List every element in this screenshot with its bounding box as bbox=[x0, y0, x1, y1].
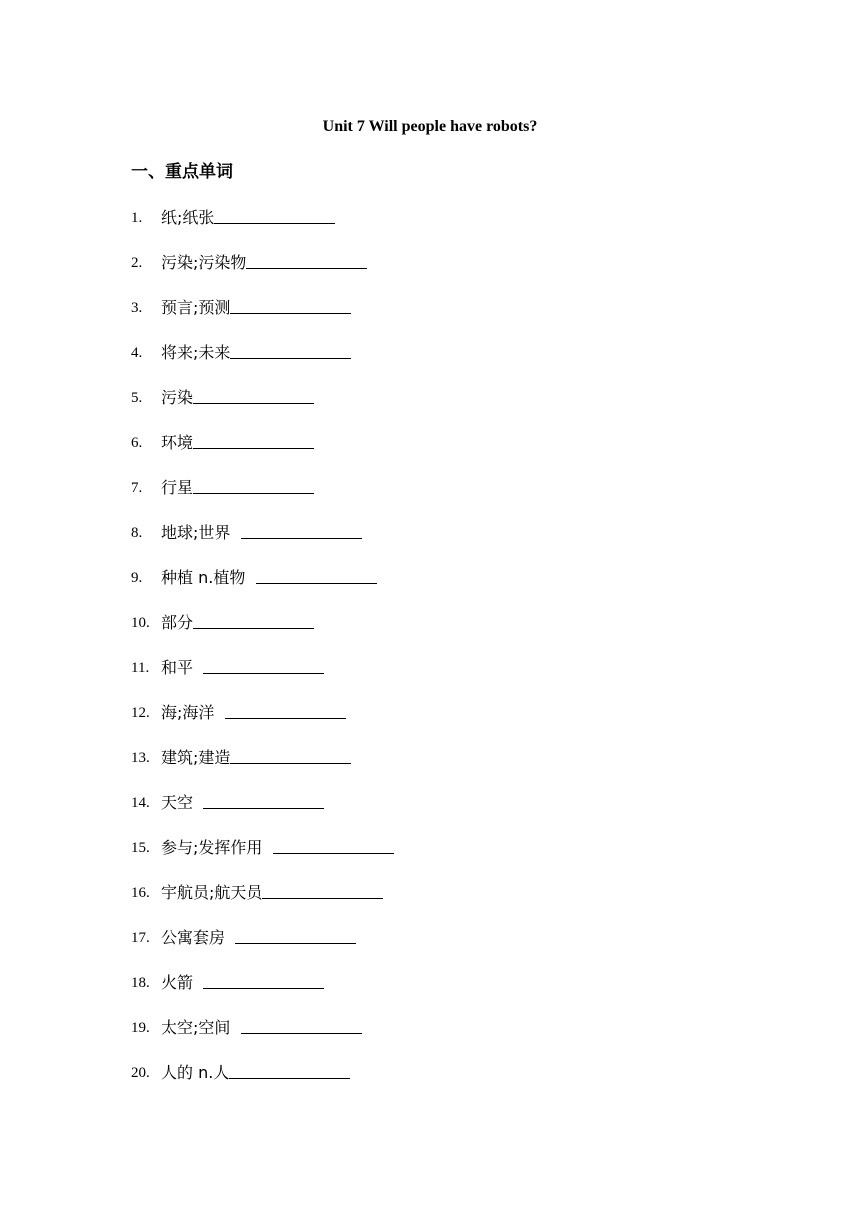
item-spacer bbox=[230, 1015, 240, 1041]
item-number: 12. bbox=[131, 705, 150, 721]
item-spacer bbox=[225, 925, 235, 951]
item-prompt: 人的 n.人 bbox=[161, 1063, 230, 1082]
item-prompt: 参与;发挥作用 bbox=[161, 838, 263, 857]
answer-blank[interactable] bbox=[203, 790, 324, 809]
answer-blank[interactable] bbox=[193, 430, 314, 449]
vocab-item bbox=[131, 970, 394, 1015]
item-number: 4. bbox=[131, 345, 143, 361]
item-number: 19. bbox=[131, 1020, 150, 1036]
item-number: 16. bbox=[131, 885, 150, 901]
answer-blank[interactable] bbox=[193, 475, 314, 494]
item-prompt: 行星 bbox=[161, 478, 194, 497]
vocab-item bbox=[131, 385, 394, 430]
item-number: 6. bbox=[131, 435, 143, 451]
answer-blank[interactable] bbox=[262, 880, 383, 899]
item-number: 15. bbox=[131, 840, 150, 856]
item-spacer bbox=[193, 970, 203, 996]
vocab-item bbox=[131, 745, 394, 790]
item-prompt: 纸;纸张 bbox=[161, 208, 215, 227]
item-prompt: 环境 bbox=[161, 433, 194, 452]
item-prompt: 和平 bbox=[161, 658, 194, 677]
vocabulary-list bbox=[131, 205, 394, 1105]
item-number: 11. bbox=[131, 660, 150, 676]
item-prompt: 部分 bbox=[161, 613, 194, 632]
vocab-item bbox=[131, 700, 394, 745]
answer-blank[interactable] bbox=[203, 655, 324, 674]
answer-blank[interactable] bbox=[230, 340, 351, 359]
vocab-item bbox=[131, 340, 394, 385]
answer-blank[interactable] bbox=[241, 1015, 362, 1034]
page-title: Unit 7 Will people have robots? bbox=[322, 118, 538, 135]
answer-blank[interactable] bbox=[256, 565, 377, 584]
vocab-item bbox=[131, 565, 394, 610]
vocab-item bbox=[131, 655, 394, 700]
vocab-item bbox=[131, 430, 394, 475]
answer-blank[interactable] bbox=[193, 610, 314, 629]
item-number: 2. bbox=[131, 255, 143, 271]
vocab-item bbox=[131, 295, 394, 340]
item-number: 3. bbox=[131, 300, 143, 316]
vocab-item bbox=[131, 1060, 394, 1105]
item-number: 8. bbox=[131, 525, 143, 541]
item-spacer bbox=[230, 520, 240, 546]
item-number: 14. bbox=[131, 795, 150, 811]
answer-blank[interactable] bbox=[235, 925, 356, 944]
item-number: 1. bbox=[131, 210, 143, 226]
answer-blank[interactable] bbox=[229, 1060, 350, 1079]
answer-blank[interactable] bbox=[214, 205, 335, 224]
vocab-item bbox=[131, 835, 394, 880]
vocab-item bbox=[131, 250, 394, 295]
item-number: 18. bbox=[131, 975, 150, 991]
item-spacer bbox=[193, 790, 203, 816]
item-spacer bbox=[245, 565, 255, 591]
item-number: 9. bbox=[131, 570, 143, 586]
item-number: 20. bbox=[131, 1065, 150, 1081]
item-prompt: 海;海洋 bbox=[161, 703, 215, 722]
answer-blank[interactable] bbox=[230, 295, 351, 314]
answer-blank[interactable] bbox=[246, 250, 367, 269]
answer-blank[interactable] bbox=[241, 520, 362, 539]
item-number: 5. bbox=[131, 390, 143, 406]
item-prompt: 污染;污染物 bbox=[161, 253, 247, 272]
vocab-item bbox=[131, 475, 394, 520]
item-prompt: 预言;预测 bbox=[161, 298, 231, 317]
item-prompt: 天空 bbox=[161, 793, 194, 812]
item-prompt: 建筑;建造 bbox=[161, 748, 231, 767]
item-spacer bbox=[193, 655, 203, 681]
answer-blank[interactable] bbox=[203, 970, 324, 989]
item-spacer bbox=[214, 700, 224, 726]
vocab-item bbox=[131, 610, 394, 655]
vocab-item bbox=[131, 790, 394, 835]
vocab-item bbox=[131, 925, 394, 970]
item-prompt: 地球;世界 bbox=[161, 523, 231, 542]
item-number: 13. bbox=[131, 750, 150, 766]
item-spacer bbox=[262, 835, 272, 861]
item-prompt: 种植 n.植物 bbox=[161, 568, 246, 587]
item-prompt: 污染 bbox=[161, 388, 194, 407]
answer-blank[interactable] bbox=[193, 385, 314, 404]
item-number: 17. bbox=[131, 930, 150, 946]
vocab-item bbox=[131, 880, 394, 925]
answer-blank[interactable] bbox=[225, 700, 346, 719]
answer-blank[interactable] bbox=[273, 835, 394, 854]
item-number: 10. bbox=[131, 615, 150, 631]
item-prompt: 火箭 bbox=[161, 973, 194, 992]
item-prompt: 太空;空间 bbox=[161, 1018, 231, 1037]
vocab-item bbox=[131, 1015, 394, 1060]
vocab-item bbox=[131, 520, 394, 565]
vocab-item bbox=[131, 205, 394, 250]
answer-blank[interactable] bbox=[230, 745, 351, 764]
item-prompt: 宇航员;航天员 bbox=[161, 883, 263, 902]
item-prompt: 将来;未来 bbox=[161, 343, 231, 362]
item-number: 7. bbox=[131, 480, 143, 496]
item-prompt: 公寓套房 bbox=[161, 928, 226, 947]
section-heading: 一、重点单词 bbox=[131, 162, 233, 182]
